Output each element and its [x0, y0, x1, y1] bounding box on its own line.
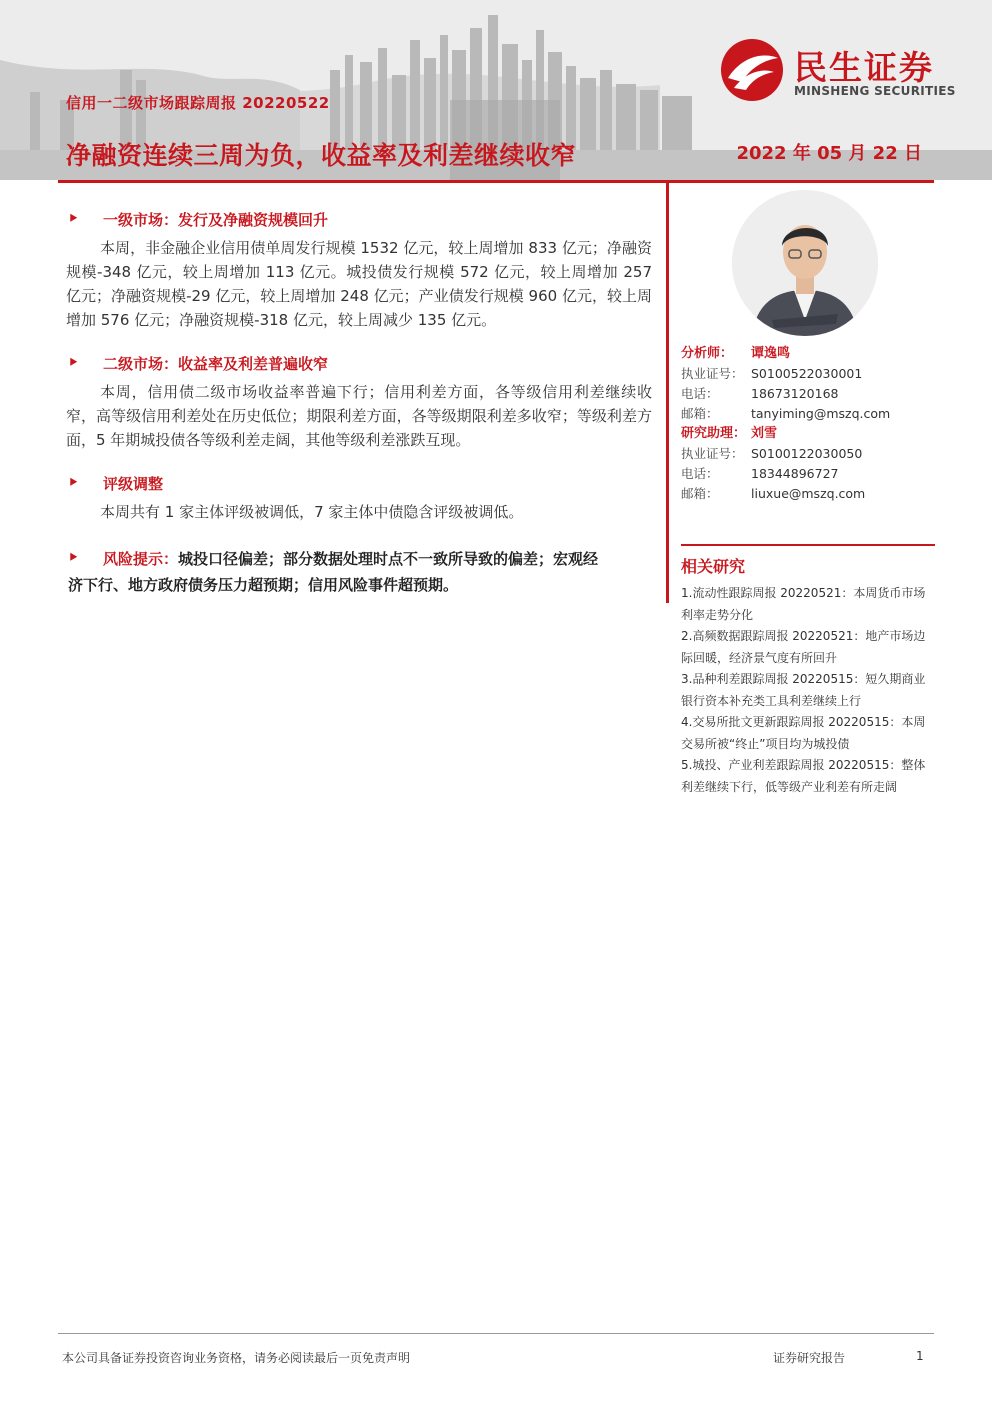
chevron-right-icon: ⯈: [68, 551, 79, 566]
analyst-info-label: 邮箱：: [681, 486, 719, 501]
minsheng-logo-icon: [720, 38, 784, 102]
analyst-info-value: S0100522030001: [751, 366, 863, 381]
related-divider: [681, 544, 935, 546]
section-rating-adjustment: [66, 474, 652, 524]
analyst-info-row: [681, 424, 936, 444]
risk-label: 风险提示：: [103, 550, 179, 568]
minsheng-logo: [720, 36, 970, 106]
chevron-right-icon: ⯈: [68, 212, 79, 227]
logo-chinese-name: 民生证券: [794, 48, 934, 87]
analyst-info-row: [681, 384, 936, 404]
analyst-info-value: 谭逸鸣: [751, 346, 791, 361]
related-research-item[interactable]: 1.流动性跟踪周报 20220521：本周货币市场利率走势分化: [681, 586, 926, 622]
related-research: [681, 544, 936, 798]
analyst-info-value: 刘雪: [751, 426, 778, 441]
summary-column: [66, 210, 652, 598]
related-research-list: [681, 583, 936, 798]
analyst-info-label: 分析师：: [681, 346, 734, 361]
section-secondary-market: [66, 354, 652, 452]
column-divider: [666, 183, 669, 603]
analyst-contact-block: [681, 344, 936, 504]
page-number: 1: [916, 1349, 924, 1363]
analyst-info-label: 邮箱：: [681, 406, 719, 421]
section-heading: 二级市场：收益率及利差普遍收窄: [103, 355, 329, 373]
section-body: 本周，非金融企业信用债单周发行规模 1532 亿元，较上周增加 833 亿元；净融资规模-348 亿元，较上周增加 113 亿元。城投债发行规模 572 亿元，较上周增加 257 亿元；净融资规模-29 亿元，较上周增加 248 亿元；产业债发行规模 960 亿元，较上周增加 576 亿元；净融资规模-318 亿元，较上周减少 135 亿元。: [66, 239, 652, 329]
report-header: [0, 0, 992, 180]
report-date: 2022 年 05 月 22 日: [736, 143, 922, 164]
related-research-title: 相关研究: [681, 557, 746, 576]
section-primary-market: [66, 210, 652, 332]
chevron-right-icon: ⯈: [68, 476, 79, 491]
analyst-info-value[interactable]: tanyiming@mszq.com: [751, 406, 891, 421]
footer-doc-type: 证券研究报告: [773, 1351, 846, 1365]
analyst-info-label: 电话：: [681, 386, 719, 401]
related-research-item[interactable]: 2.高频数据跟踪周报 20220521：地产市场边际回暖，经济景气度有所回升: [681, 629, 926, 665]
analyst-info-value: S0100122030050: [751, 446, 863, 461]
risk-warning: [66, 546, 652, 598]
section-heading: 一级市场：发行及净融资规模回升: [103, 211, 329, 229]
section-heading: 评级调整: [103, 475, 164, 493]
header-divider: [58, 180, 934, 183]
related-research-item[interactable]: 3.品种利差跟踪周报 20220515：短久期商业银行资本补充类工具利差继续上行: [681, 672, 926, 708]
analyst-info-row: [681, 344, 936, 364]
report-main-title: 净融资连续三周为负，收益率及利差继续收窄: [66, 141, 577, 170]
analyst-info-row: [681, 444, 936, 464]
analyst-info-row: [681, 364, 936, 384]
risk-text-continued: 济下行、地方政府债务压力超预期；信用风险事件超预期。: [68, 576, 459, 594]
analyst-info-label: 电话：: [681, 466, 719, 481]
analyst-info-value: 18344896727: [751, 466, 839, 481]
analyst-info-row: [681, 484, 936, 504]
footer-divider: [58, 1333, 934, 1334]
analyst-info-row: [681, 404, 936, 424]
logo-english-name: MINSHENG SECURITIES: [794, 84, 956, 98]
related-research-item[interactable]: 5.城投、产业利差跟踪周报 20220515：整体利差继续下行，低等级产业利差有所走阔: [681, 758, 926, 794]
report-series-title: 信用一二级市场跟踪周报 20220522: [66, 94, 330, 112]
analyst-photo: [732, 190, 878, 336]
risk-text: 城投口径偏差；部分数据处理时点不一致所导致的偏差；宏观经: [178, 550, 599, 568]
analyst-info-label: 执业证号：: [681, 366, 744, 381]
analyst-portrait-image: [732, 190, 878, 336]
analyst-info-row: [681, 464, 936, 484]
analyst-info-value[interactable]: liuxue@mszq.com: [751, 486, 866, 501]
footer-disclaimer: 本公司具备证券投资咨询业务资格，请务必阅读最后一页免责声明: [62, 1351, 411, 1365]
chevron-right-icon: ⯈: [68, 356, 79, 371]
analyst-info-label: 执业证号：: [681, 446, 744, 461]
section-body: 本周，信用债二级市场收益率普遍下行；信用利差方面，各等级信用利差继续收窄，高等级信用利差处在历史低位；期限利差方面，各等级期限利差多收窄；等级利差方面，5 年期城投债各等级利差走阔，其他等级利差涨跌互现。: [66, 383, 652, 449]
analyst-info-value: 18673120168: [751, 386, 839, 401]
related-research-item[interactable]: 4.交易所批文更新跟踪周报 20220515：本周交易所被“终止”项目均为城投债: [681, 715, 926, 751]
analyst-info-label: 研究助理：: [681, 426, 747, 441]
section-body: 本周共有 1 家主体评级被调低，7 家主体中债隐含评级被调低。: [100, 503, 524, 521]
